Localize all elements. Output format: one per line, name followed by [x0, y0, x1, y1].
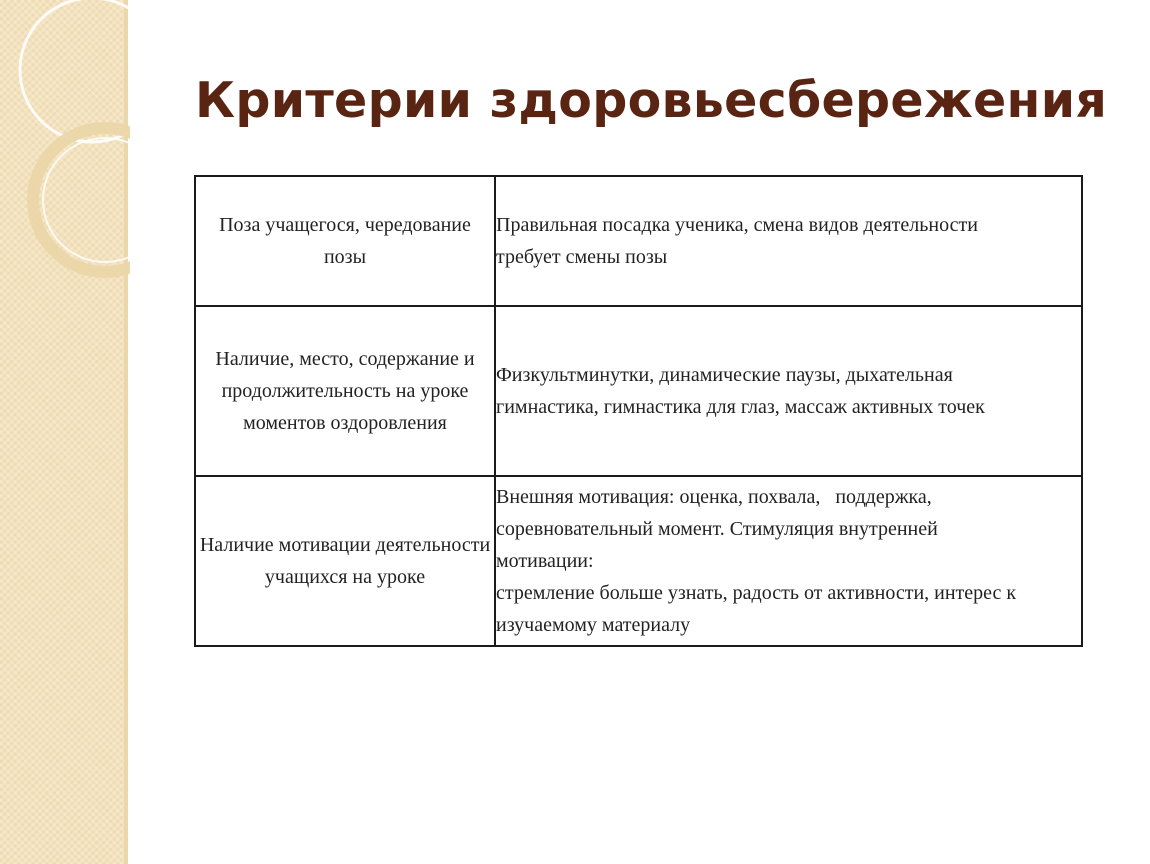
table-row	[195, 476, 1082, 646]
description-line: Внешняя мотивация: оценка, похвала, поддержка,	[496, 486, 932, 508]
slide-title: Критерии здоровьесбережения	[195, 72, 1108, 129]
description-line: стремление больше узнать, радость от активности, интерес к	[496, 582, 1017, 604]
description-cell	[495, 176, 1082, 306]
decorative-rings	[0, 0, 130, 300]
description-line: соревновательный момент. Стимуляция внутренней	[496, 518, 938, 540]
lower-ring	[33, 128, 130, 272]
description-line: Правильная посадка ученика, смена видов деятельности	[496, 214, 978, 236]
description-line: Физкультминутки, динамические паузы, дыхательная	[496, 364, 953, 386]
description-line: требует смены позы	[496, 246, 668, 268]
criterion-cell: Наличие мотивации деятельности учащихся на уроке	[195, 476, 495, 646]
description-cell	[495, 306, 1082, 476]
criterion-cell: Поза учащегося, чередование позы	[195, 176, 495, 306]
criteria-table	[194, 175, 1083, 647]
description-line: изучаемому материалу	[496, 614, 691, 636]
upper-ring	[20, 0, 130, 142]
table-row	[195, 176, 1082, 306]
description-line: мотивации:	[496, 550, 594, 572]
description-cell	[495, 476, 1082, 646]
lower-ring-highlight	[43, 138, 130, 262]
criterion-cell: Наличие, место, содержание и продолжительность на уроке моментов оздоровления	[195, 306, 495, 476]
table-row	[195, 306, 1082, 476]
description-line: гимнастика, гимнастика для глаз, массаж активных точек	[496, 396, 985, 418]
